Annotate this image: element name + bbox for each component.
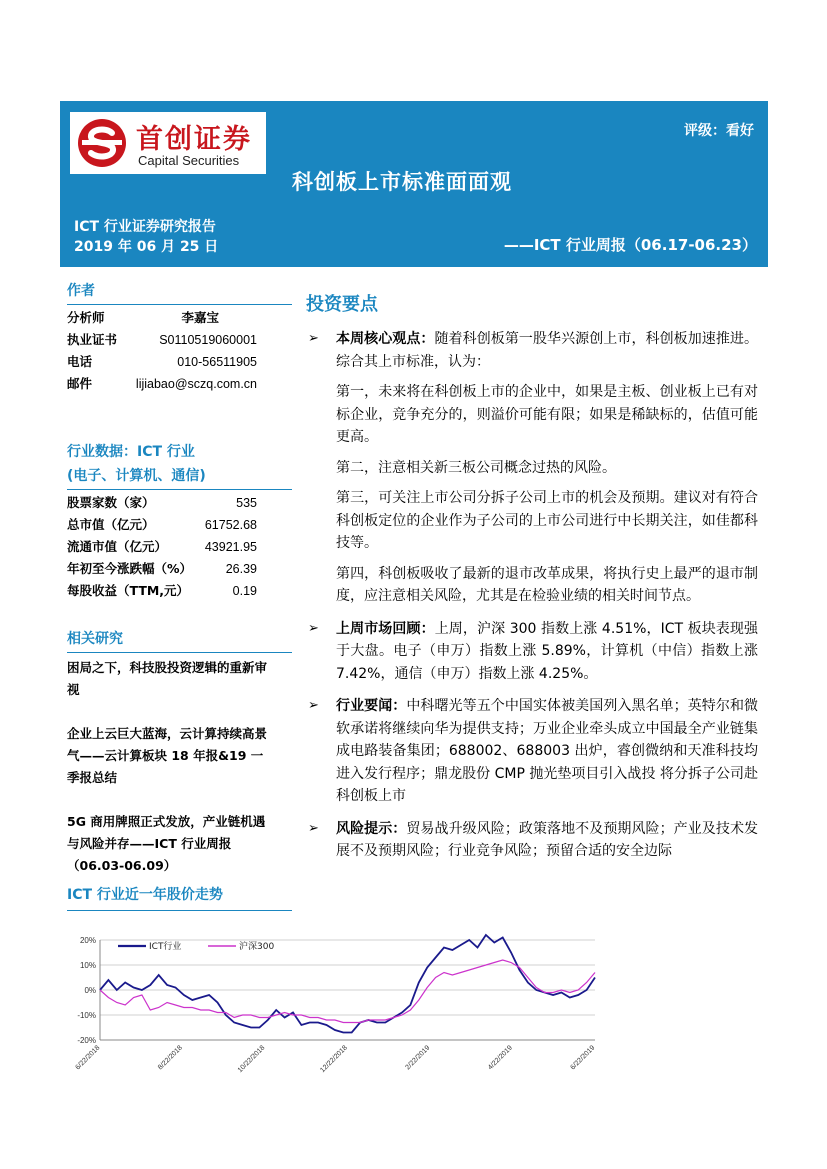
report-type: ICT 行业证券研究报告 [74,219,216,235]
author-row [67,329,257,351]
paragraph: 第四，科创板吸收了最新的退市改革成果，将执行史上最严的退市制度，应注意相关风险，尤其是在检验业绩的相关时间节点。 [336,565,758,604]
divider [67,304,292,305]
chart-title: ICT 行业近一年股价走势 [67,887,223,903]
x-tick-label: 6/22/2019 [569,1044,597,1072]
bullet-market [306,618,758,686]
arrow-bullet-icon: ➢ [308,331,319,346]
related-heading: 相关研究 [67,631,123,647]
bullet-text: 上周，沪深 300 指数上涨 4.51%，ICT 板块表现强于大盘。电子（申万）指数上涨 5.89%，计算机（中信）指数上涨 7.42%，通信（申万）指数上涨 4.25%。 [336,620,759,682]
logo-en-text: Capital Securities [138,153,240,168]
sidebar [67,280,292,877]
author-label: 执业证书 [67,332,118,347]
divider [67,910,292,911]
industry-heading: 行业数据：ICT 行业 [67,444,195,460]
invest-heading: 投资要点 [306,294,378,315]
bullet-label: 行业要闻： [336,698,407,714]
paragraph: 第一，未来将在科创板上市的企业中，如果是主板、创业板上已有对标企业，竞争充分的，则溢价可能有限；如果是稀缺标的，估值可能更高。 [336,384,758,445]
related-section [67,628,292,877]
data-label: 股票家数（家） [67,495,155,510]
author-heading: 作者 [67,283,95,299]
bullet-text: 随着科创板第一股华兴源创上市，科创板加速推进。综合其上市标准，认为： [336,331,759,370]
divider [67,489,292,490]
bullet-label: 上周市场回顾： [336,620,435,637]
x-tick-label: 12/22/2018 [319,1044,349,1075]
author-label: 邮件 [67,376,93,391]
y-tick-label: -10% [77,1011,96,1020]
author-label: 分析师 [67,310,105,325]
data-value: 0.19 [232,584,257,598]
data-row [67,580,257,602]
legend-label: ICT行业 [149,942,182,952]
report-subtitle: ——ICT 行业周报（06.17-06.23） [503,236,757,254]
logo-cn-text: 首创证券 [136,124,252,155]
industry-section [67,441,292,602]
author-row [67,307,257,329]
related-item[interactable]: 企业上云巨大蓝海，云计算持续高景气——云计算板块 18 年报&19 一季报总结 [67,726,268,785]
paragraph: 第二，注意相关新三板公司概念过热的风险。 [336,459,616,476]
paragraph: 第三，可关注上市公司分拆子公司上市的机会及预期。建议对有符合科创板定位的企业作为子公司的上市公司进行中长期关注，如佳都科技等。 [336,490,758,551]
industry-subheading: (电子、计算机、通信) [67,468,206,484]
y-tick-label: 0% [84,986,96,995]
data-row [67,492,257,514]
data-row [67,558,257,580]
industry-data [67,492,257,602]
series-line-hs300 [100,960,595,1023]
related-item[interactable]: 困局之下，科技股投资逻辑的重新审视 [67,660,268,697]
related-item[interactable]: 5G 商用牌照正式发放，产业链机遇与风险并存——ICT 行业周报（06.03-06.09） [67,814,266,873]
x-tick-label: 10/22/2018 [236,1044,267,1075]
arrow-bullet-icon: ➢ [308,620,319,636]
author-row [67,351,257,373]
y-tick-label: 20% [79,936,96,945]
x-tick-label: 6/22/2018 [74,1044,102,1072]
author-value: 李嘉宝 [181,311,219,325]
arrow-bullet-icon: ➢ [308,820,319,836]
rating-label: 评级：看好 [684,123,754,139]
author-label: 电话 [67,354,93,369]
divider [67,652,292,653]
y-tick-label: -20% [77,1036,96,1045]
author-value: 010-56511905 [177,355,257,369]
bullet-text: 贸易战升级风险；政策落地不及预期风险；产业及技术发展不及预期风险；行业竞争风险；预留合适的安全边际 [336,820,759,859]
data-value: 61752.68 [204,518,257,532]
company-logo [70,112,266,174]
data-value: 43921.95 [204,540,257,554]
bullet-text: 中科曙光等五个中国实体被美国列入黑名单；英特尔和微软承诺将继续向华为提供支持；万业企业牵头成立中国最全产业链集成电路装备集团；688002、688003 出炉，睿创微纳和天准科技均进入发行程序；鼎龙股份 CMP 抛光垫项目引入战投 将分拆子公司赴科创板上市 [336,698,759,804]
bullet-core [306,328,758,373]
bullet-risk [306,818,758,863]
data-label: 流通市值（亿元） [67,539,168,554]
author-row [67,373,257,395]
x-tick-label: 8/22/2018 [156,1044,184,1072]
data-row [67,514,257,536]
logo-mark-icon [76,117,128,169]
email-link[interactable]: lijiabao@sczq.com.cn [135,377,257,391]
data-value: 535 [236,496,257,510]
legend-label: 沪深300 [239,942,275,952]
investment-summary [306,290,758,863]
arrow-bullet-icon: ➢ [308,698,319,713]
bullet-label: 风险提示： [336,820,407,837]
data-label: 年初至今涨跌幅（%） [67,561,193,576]
bullet-label: 本周核心观点： [336,331,435,347]
x-tick-label: 4/22/2019 [486,1044,514,1072]
data-label: 总市值（亿元） [67,517,155,532]
data-label: 每股收益（TTM,元） [67,583,190,598]
bullet-news [306,695,758,808]
data-value: 26.39 [225,562,257,576]
report-date: 2019 年 06 月 25 日 [74,239,219,255]
author-value: S0110519060001 [159,333,257,347]
data-row [67,536,257,558]
author-info [67,307,257,395]
report-title: 科创板上市标准面面观 [292,170,512,194]
y-tick-label: 10% [79,961,96,970]
stock-trend-chart [60,920,620,1080]
x-tick-label: 2/22/2019 [404,1044,432,1072]
